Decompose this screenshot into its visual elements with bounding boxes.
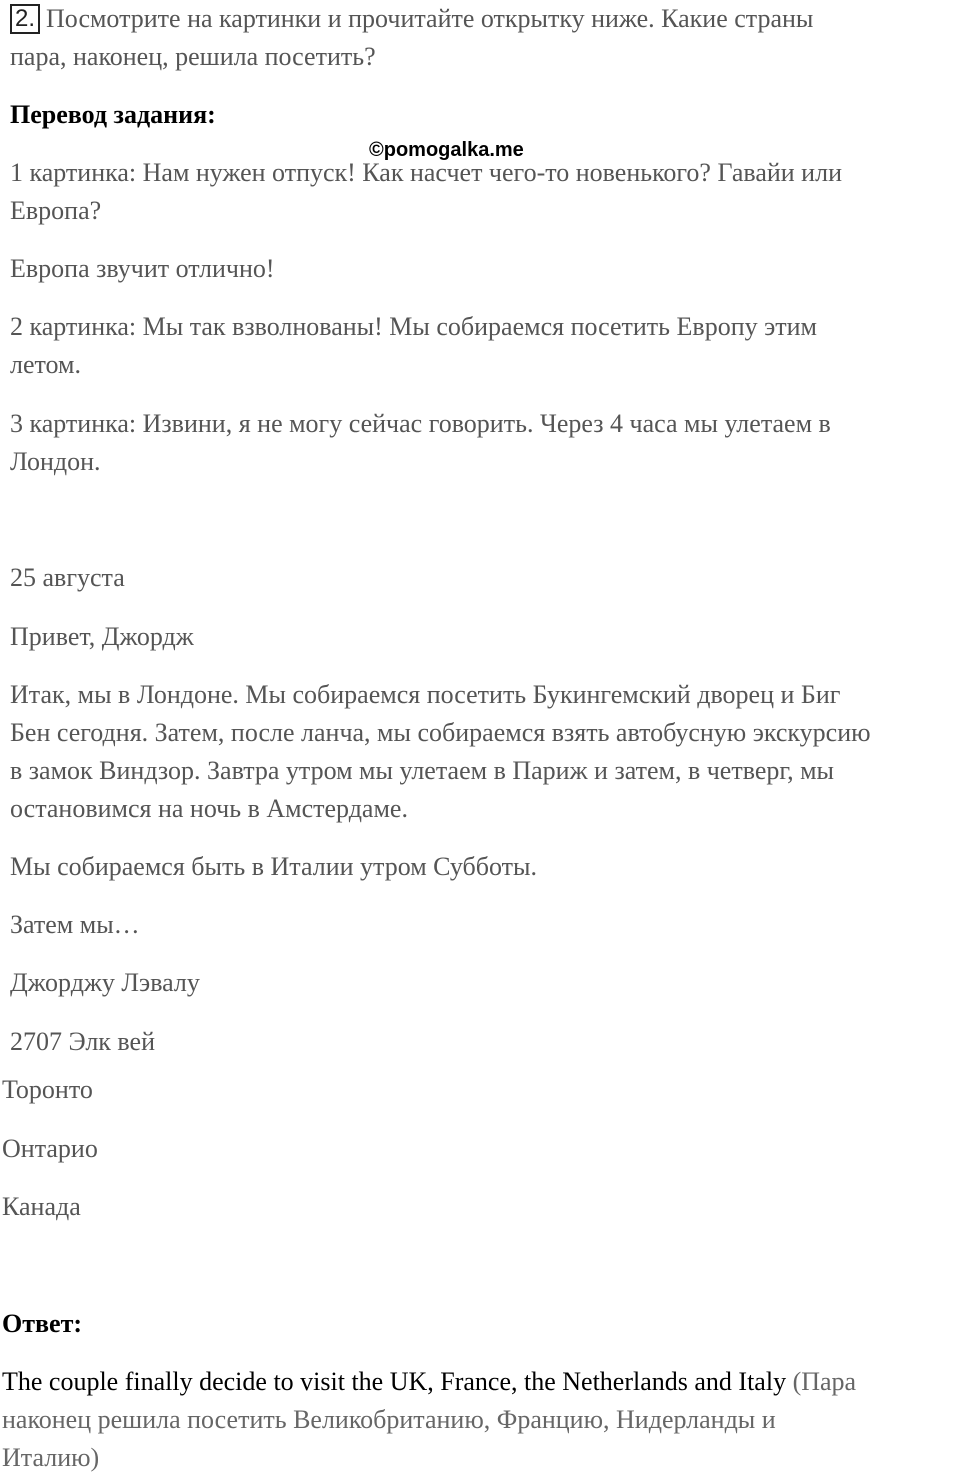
- postcard-country: Канада: [2, 1192, 81, 1221]
- postcard-greeting: Привет, Джордж: [10, 622, 194, 651]
- postcard-city: Торонто: [2, 1075, 93, 1104]
- postcard-body-line-4: остановимся на ночь в Амстердаме.: [10, 794, 408, 823]
- task-number-badge: 2.: [10, 4, 40, 34]
- postcard-body-line-3: в замок Виндзор. Завтра утром мы улетаем в Париж и затем, в четверг, мы: [10, 756, 835, 785]
- postcard-body-line-2: Бен сегодня. Затем, после ланча, мы собираемся взять автобусную экскурсию: [10, 718, 871, 747]
- picture-1-line-2: Европа?: [10, 196, 102, 225]
- picture-3-line-1: 3 картинка: Извини, я не могу сейчас говорить. Через 4 часа мы улетаем в: [10, 409, 831, 438]
- postcard-body-line-1: Итак, мы в Лондоне. Мы собираемся посетить Букингемский дворец и Биг: [10, 680, 841, 709]
- task-line-1: [10, 0, 813, 38]
- answer-heading: Ответ:: [2, 1309, 83, 1338]
- picture-1-reply: Европа звучит отлично!: [10, 254, 275, 283]
- postcard-italy: Мы собираемся быть в Италии утром Субботы.: [10, 852, 537, 881]
- picture-2-line-2: летом.: [10, 350, 81, 379]
- postcard-street: 2707 Элк вей: [10, 1027, 156, 1056]
- translation-heading: Перевод задания:: [10, 100, 216, 129]
- postcard-then: Затем мы…: [10, 910, 140, 939]
- watermark: ©pomogalka.me: [369, 139, 524, 161]
- postcard-province: Онтарио: [2, 1134, 98, 1163]
- picture-2-line-1: 2 картинка: Мы так взволнованы! Мы собираемся посетить Европу этим: [10, 312, 817, 341]
- picture-3-line-2: Лондон.: [10, 447, 101, 476]
- answer-russian-line-3: Италию): [2, 1443, 100, 1472]
- answer-russian-line-2: наконец решила посетить Великобританию, Францию, Нидерланды и: [2, 1405, 776, 1434]
- postcard-date: 25 августа: [10, 563, 125, 592]
- task-line-2: пара, наконец, решила посетить?: [10, 42, 376, 71]
- task-text-1: Посмотрите на картинки и прочитайте открытку ниже. Какие страны: [46, 4, 814, 33]
- answer-line-1: [2, 1363, 856, 1401]
- answer-english: The couple finally decide to visit the UK, France, the Netherlands and Italy: [2, 1367, 787, 1396]
- answer-russian-start: (Пара: [786, 1367, 857, 1396]
- picture-1-line-1: 1 картинка: Нам нужен отпуск! Как насчет чего-то новенького? Гавайи или: [10, 158, 842, 187]
- postcard-addressee: Джорджу Лэвалу: [10, 968, 200, 997]
